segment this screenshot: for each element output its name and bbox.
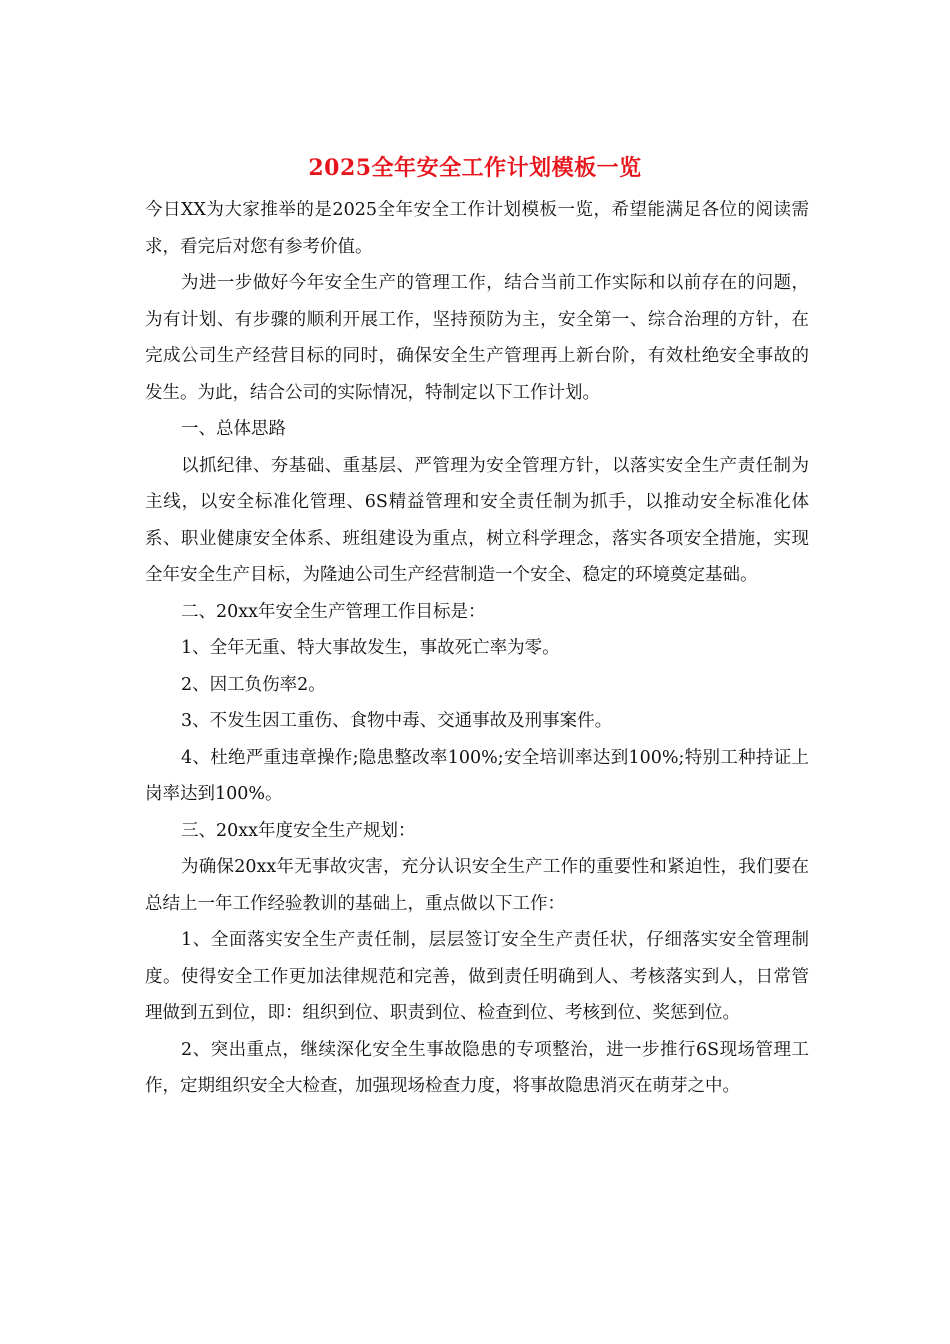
plan-item-2: 2、突出重点，继续深化安全生事故隐患的专项整治，进一步推行6S现场管理工作，定期组织安全大检查，加强现场检查力度，将事故隐患消灭在萌芽之中。: [145, 1039, 809, 1096]
goal-item-4: 4、杜绝严重违章操作;隐患整改率100%;安全培训率达到100%;特别工种持证上岗率达到100%。: [145, 747, 809, 804]
document-body: [145, 192, 809, 1105]
section-heading-3: 三、20xx年度安全生产规划：: [181, 820, 416, 841]
plan-intro-paragraph: 为确保20xx年无事故灾害，充分认识安全生产工作的重要性和紧迫性，我们要在总结上一年工作经验教训的基础上，重点做以下工作：: [145, 857, 809, 914]
approach-paragraph: 以抓纪律、夯基础、重基层、严管理为安全管理方针，以落实安全生产责任制为主线，以安全标准化管理、6S精益管理和安全责任制为抓手，以推动安全标准化体系、职业健康安全体系、班组建设为重点，树立科学理念，落实各项安全措施，实现全年安全生产目标，为隆迪公司生产经营制造一个安全、稳定的环境奠定基础。: [145, 455, 809, 585]
purpose-paragraph: 为进一步做好今年安全生产的管理工作，结合当前工作实际和以前存在的问题，为有计划、有步骤的顺利开展工作，坚持预防为主，安全第一、综合治理的方针，在完成公司生产经营目标的同时，确保安全生产管理再上新台阶，有效杜绝安全事故的发生。为此，结合公司的实际情况，特制定以下工作计划。: [145, 273, 809, 403]
goal-item-3: 3、不发生因工重伤、食物中毒、交通事故及刑事案件。: [181, 711, 613, 731]
goal-item-1: 1、全年无重、特大事故发生，事故死亡率为零。: [181, 638, 560, 658]
intro-paragraph: 今日XX为大家推举的是2025全年安全工作计划模板一览，希望能满足各位的阅读需求，看完后对您有参考价值。: [145, 200, 809, 257]
section-heading-2: 二、20xx年安全生产管理工作目标是：: [181, 601, 486, 622]
document-title: 2025全年安全工作计划模板一览: [308, 155, 642, 181]
goal-item-2: 2、因工负伤率2。: [181, 674, 326, 695]
section-heading-1: 一、总体思路: [181, 419, 286, 439]
plan-item-1: 1、全面落实安全生产责任制，层层签订安全生产责任状，仔细落实安全管理制度。使得安全工作更加法律规范和完善，做到责任明确到人、考核落实到人，日常管理做到五到位，即：组织到位、职责到位、检查到位、考核到位、奖惩到位。: [145, 930, 809, 1023]
